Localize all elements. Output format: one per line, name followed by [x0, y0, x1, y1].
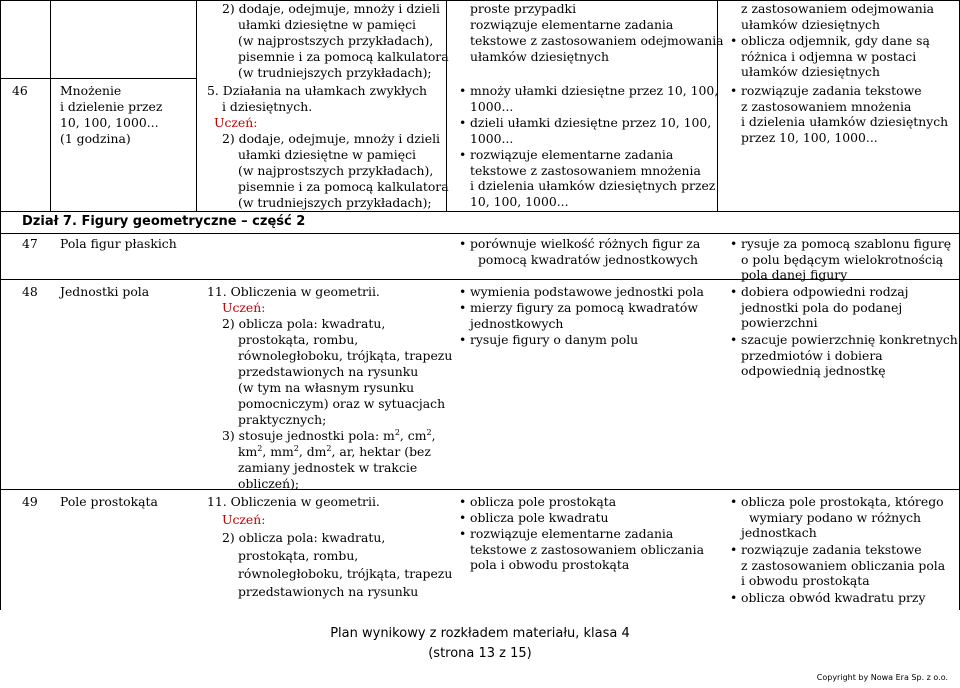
section-heading: Dział 7. Figury geometryczne – część 2 — [22, 214, 306, 229]
footer-title: Plan wynikowy z rozkładem materiału, klasa 4 — [330, 626, 630, 641]
section-bottom-border — [0, 233, 960, 234]
list-item: • dobiera odpowiedni rodzaj jednostki pola do podanej powierzchni — [741, 284, 908, 331]
units-line-1: 3) stosuje jednostki pola: $m^2$, $cm^2$, — [222, 427, 436, 443]
row-49-topic: Pole prostokąta — [60, 494, 158, 509]
list-item: • mnoży ułamki dziesiętne przez 10, 100, 1000... — [470, 83, 718, 114]
list-item: • oblicza odjemnik, gdy dane są różnica i odjemna w postaci ułamków dziesiętnych — [741, 33, 930, 80]
row-46-top-border — [0, 78, 196, 79]
row-48-number: 48 — [22, 284, 38, 299]
col-divider-2 — [196, 0, 197, 212]
list-item: • rysuje za pomocą szablonu figurę o polu będącym wielokrotnością pola danej figury — [741, 236, 951, 283]
list-item: • oblicza pole kwadratu — [470, 510, 608, 526]
row-47-number: 47 — [22, 236, 38, 251]
uczen-label: Uczeń: — [222, 300, 266, 315]
uczen-label: Uczeń: — [222, 512, 266, 527]
row-49-top-border — [0, 489, 960, 490]
list-item: • oblicza pole prostokąta — [470, 494, 616, 510]
row-48-topic: Jednostki pola — [60, 284, 150, 299]
row-49-number: 49 — [22, 494, 38, 509]
units-line-2: $km^2$, $mm^2$, $dm^2$, ar, hektar (bez — [238, 443, 431, 459]
list-item: • rysuje figury o danym polu — [470, 332, 638, 348]
list-item: • mierzy figury za pomocą kwadratów jednostkowych — [470, 300, 698, 331]
list-item: • oblicza obwód kwadratu przy — [741, 590, 925, 606]
table-left-border — [0, 0, 1, 610]
list-item: • szacuje powierzchnię konkretnych przedmiotów i dobiera odpowiednią jednostkę — [741, 332, 958, 379]
row-47-topic: Pola figur płaskich — [60, 236, 177, 251]
col-divider-1 — [50, 0, 51, 212]
copyright: Copyright by Nowa Era Sp. z o.o. — [816, 673, 948, 682]
row-46-number: 46 — [12, 83, 28, 98]
list-item: • rozwiązuje zadania tekstowe z zastosowaniem obliczania pola i obwodu prostokąta — [741, 542, 945, 589]
list-item: • rozwiązuje elementarne zadania tekstowe z zastosowaniem mnożenia i dzielenia ułamków dziesiętnych przez 10, 100, 1000... — [470, 147, 715, 209]
page-number: (strona 13 z 15) — [428, 646, 532, 661]
list-item: • porównuje wielkość różnych figur za pomocą kwadratów jednostkowych — [470, 236, 700, 267]
list-item: • rozwiązuje elementarne zadania tekstowe z zastosowaniem obliczania pola i obwodu prostokąta — [470, 526, 704, 573]
list-item: • rozwiązuje zadania tekstowe z zastosowaniem mnożenia i dzielenia ułamków dziesiętnych przez 10, 100, 1000... — [741, 83, 948, 145]
uczen-label: Uczeń: — [214, 115, 258, 130]
list-item: • oblicza pole prostokąta, którego wymiary podano w różnych jednostkach — [741, 494, 944, 541]
list-item: • wymienia podstawowe jednostki pola — [470, 284, 704, 300]
list-item: • dzieli ułamki dziesiętne przez 10, 100, 1000... — [470, 115, 711, 146]
section-top-border — [0, 211, 960, 212]
